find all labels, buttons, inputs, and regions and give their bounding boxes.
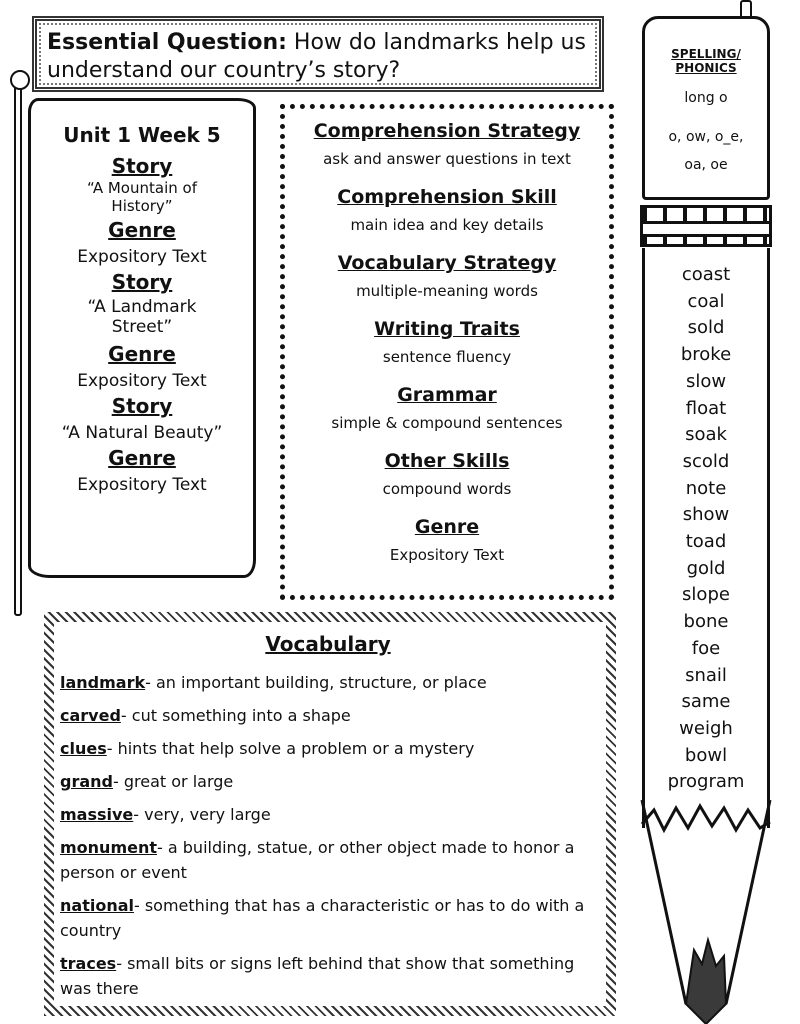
spelling-word: sold bbox=[687, 317, 725, 339]
spelling-word: show bbox=[682, 504, 730, 526]
story-heading: Story bbox=[111, 394, 173, 418]
spelling-word: note bbox=[685, 477, 727, 499]
story-heading: Story bbox=[111, 154, 173, 178]
vocab-definition: - small bits or signs left behind that show that something was there bbox=[60, 954, 575, 998]
spelling-word: foe bbox=[691, 637, 721, 659]
vocab-definition: - something that has a characteristic or has to do with a country bbox=[60, 896, 585, 940]
vocabulary-strategy-text: multiple-meaning words bbox=[356, 282, 538, 300]
story-heading: Story bbox=[111, 270, 173, 294]
genre-heading: Genre bbox=[108, 218, 176, 242]
vocab-word: carved bbox=[60, 706, 121, 725]
spelling-word: coal bbox=[687, 290, 725, 312]
vocabulary-title: Vocabulary bbox=[265, 632, 391, 656]
essential-question-box bbox=[32, 16, 604, 92]
pencil-ferrule bbox=[640, 205, 772, 247]
vocab-word: monument bbox=[60, 838, 158, 857]
story-title: “A Natural Beauty” bbox=[61, 423, 223, 443]
grammar-heading: Grammar bbox=[397, 384, 497, 406]
vocab-word: massive bbox=[60, 805, 134, 824]
essential-question-text: How do landmarks help us understand our country’s story? bbox=[47, 30, 586, 83]
spelling-word: same bbox=[681, 691, 731, 713]
vocab-entry bbox=[60, 893, 596, 943]
spelling-word: bone bbox=[683, 611, 729, 633]
vocab-word: traces bbox=[60, 954, 117, 973]
genre-text: Expository Text bbox=[389, 546, 505, 564]
vocab-entry bbox=[60, 670, 596, 695]
spelling-word: coast bbox=[681, 264, 731, 285]
spelling-word: snail bbox=[685, 664, 727, 686]
pencil-tip bbox=[636, 800, 776, 1024]
spelling-word: bowl bbox=[684, 744, 728, 766]
flag-pole bbox=[14, 76, 22, 616]
genre-text: Expository Text bbox=[77, 247, 207, 267]
vocab-definition: - hints that help solve a problem or a mystery bbox=[106, 739, 475, 758]
spelling-word: broke bbox=[680, 344, 732, 366]
spelling-word: float bbox=[685, 397, 727, 419]
vocab-definition: - cut something into a shape bbox=[120, 706, 351, 725]
comprehension-strategy-heading: Comprehension Strategy bbox=[313, 120, 581, 142]
spelling-word: toad bbox=[685, 531, 727, 553]
spelling-word: program bbox=[667, 771, 745, 793]
spelling-word-list bbox=[642, 248, 770, 828]
pencil-eraser bbox=[642, 16, 770, 200]
genre-heading: Genre bbox=[108, 342, 176, 366]
comprehension-skill-text: main idea and key details bbox=[350, 216, 544, 234]
story-title: “A Landmark Street” bbox=[87, 297, 197, 337]
vocab-word: landmark bbox=[60, 673, 146, 692]
spelling-word: scold bbox=[682, 450, 730, 472]
genre-text: Expository Text bbox=[77, 371, 207, 391]
vocabulary-panel bbox=[44, 612, 616, 1016]
spelling-options: o, ow, o_e, oa, oe bbox=[668, 129, 744, 173]
other-skills-heading: Other Skills bbox=[384, 450, 510, 472]
spelling-pattern: long o bbox=[684, 90, 728, 106]
vocab-definition: - very, very large bbox=[133, 805, 271, 824]
genre-heading: Genre bbox=[108, 446, 176, 470]
vocab-entry bbox=[60, 951, 596, 1001]
genre-heading: Genre bbox=[414, 516, 480, 538]
other-skills-text: compound words bbox=[382, 480, 512, 498]
vocab-word: national bbox=[60, 896, 134, 915]
writing-traits-heading: Writing Traits bbox=[374, 318, 520, 340]
skills-panel bbox=[280, 104, 614, 600]
vocab-definition: - an important building, structure, or place bbox=[145, 673, 487, 692]
vocab-word: clues bbox=[60, 739, 107, 758]
spelling-word: slow bbox=[685, 370, 727, 392]
vocab-entry bbox=[60, 703, 596, 728]
spelling-word: soak bbox=[685, 424, 727, 446]
comprehension-strategy-text: ask and answer questions in text bbox=[323, 150, 571, 168]
flag-pole-knob bbox=[10, 70, 30, 90]
spelling-word: slope bbox=[682, 584, 730, 606]
spelling-title: SPELLING/ PHONICS bbox=[671, 47, 741, 75]
vocab-entry bbox=[60, 802, 596, 827]
grammar-text: simple & compound sentences bbox=[331, 414, 563, 432]
vocab-entry bbox=[60, 835, 596, 885]
essential-question-label: Essential Question: bbox=[47, 30, 287, 55]
spelling-pencil bbox=[636, 0, 776, 1024]
writing-traits-text: sentence fluency bbox=[382, 348, 512, 366]
unit-week-title: Unit 1 Week 5 bbox=[63, 123, 221, 147]
story-title: “A Mountain of History” bbox=[87, 179, 197, 215]
vocab-definition: - a building, statue, or other object made to honor a person or event bbox=[60, 838, 575, 882]
comprehension-skill-heading: Comprehension Skill bbox=[337, 186, 557, 208]
vocab-word: grand bbox=[60, 772, 113, 791]
unit-flag-panel bbox=[28, 98, 256, 578]
genre-text: Expository Text bbox=[77, 475, 207, 495]
vocab-entry bbox=[60, 736, 596, 761]
vocab-entry bbox=[60, 769, 596, 794]
vocabulary-strategy-heading: Vocabulary Strategy bbox=[337, 252, 557, 274]
spelling-word: weigh bbox=[679, 717, 733, 739]
spelling-word: gold bbox=[686, 557, 726, 579]
vocab-definition: - great or large bbox=[112, 772, 234, 791]
